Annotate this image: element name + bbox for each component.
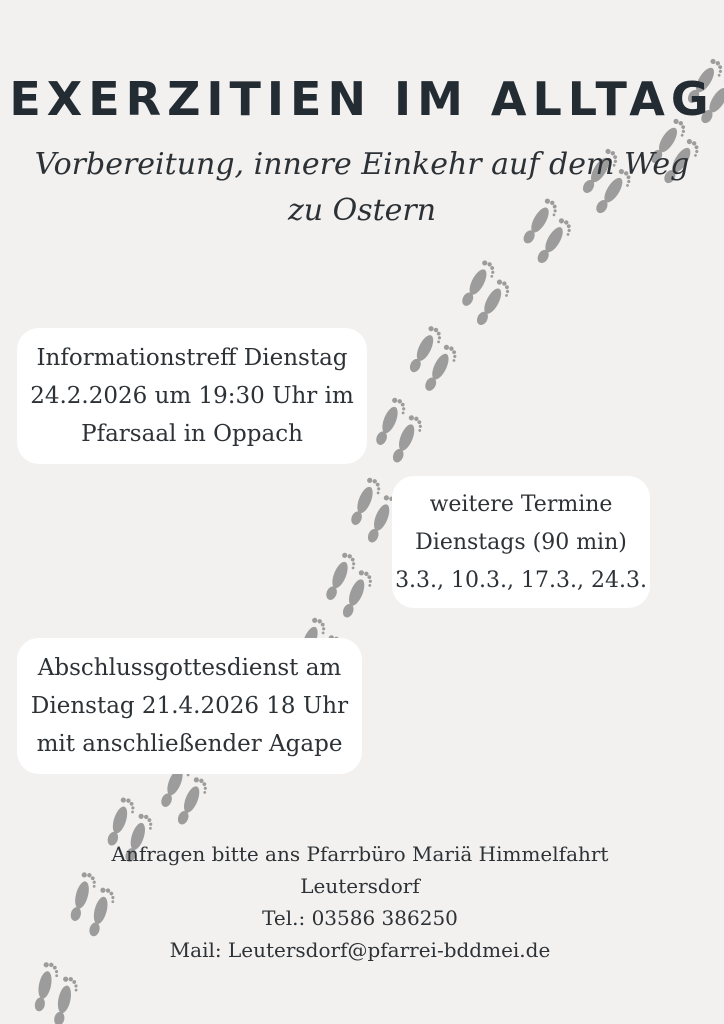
further-dates-box — [392, 476, 650, 608]
contact-phone: Tel.: 03586 386250 — [262, 906, 458, 930]
footprint-pair — [31, 961, 82, 1024]
poster-title: EXERZITIEN IM ALLTAG — [9, 72, 715, 126]
final-line: mit anschließender Agape — [36, 731, 343, 757]
contact-line: Leutersdorf — [300, 874, 420, 898]
dates-line: Dienstags (90 min) — [415, 530, 627, 555]
contact-info — [80, 838, 640, 966]
info-meeting-box — [17, 328, 367, 464]
footprint-pair — [371, 396, 430, 466]
subtitle-line: zu Ostern — [287, 193, 437, 228]
contact-email: Mail: Leutersdorf@pfarrei-bddmei.de — [169, 938, 551, 962]
footprint-pair — [321, 551, 380, 621]
final-line: Abschlussgottesdienst am — [37, 655, 342, 681]
dates-line: 3.3., 10.3., 17.3., 24.3. — [395, 568, 647, 593]
subtitle-line: Vorbereitung, innere Einkehr auf dem Weg — [34, 147, 690, 182]
info-line: 24.2.2026 um 19:30 Uhr im — [30, 383, 354, 409]
footprint-pair — [455, 259, 518, 330]
footprint-pair — [403, 325, 464, 396]
info-line: Pfarsaal in Oppach — [81, 421, 303, 447]
final-line: Dienstag 21.4.2026 18 Uhr — [30, 693, 349, 719]
dates-line: weitere Termine — [429, 492, 613, 517]
info-line: Informationstreff Dienstag — [36, 345, 348, 371]
contact-line: Anfragen bitte ans Pfarrbüro Mariä Himmelfahrt — [111, 842, 609, 866]
poster-subtitle — [10, 142, 714, 234]
closing-service-box — [17, 638, 362, 774]
